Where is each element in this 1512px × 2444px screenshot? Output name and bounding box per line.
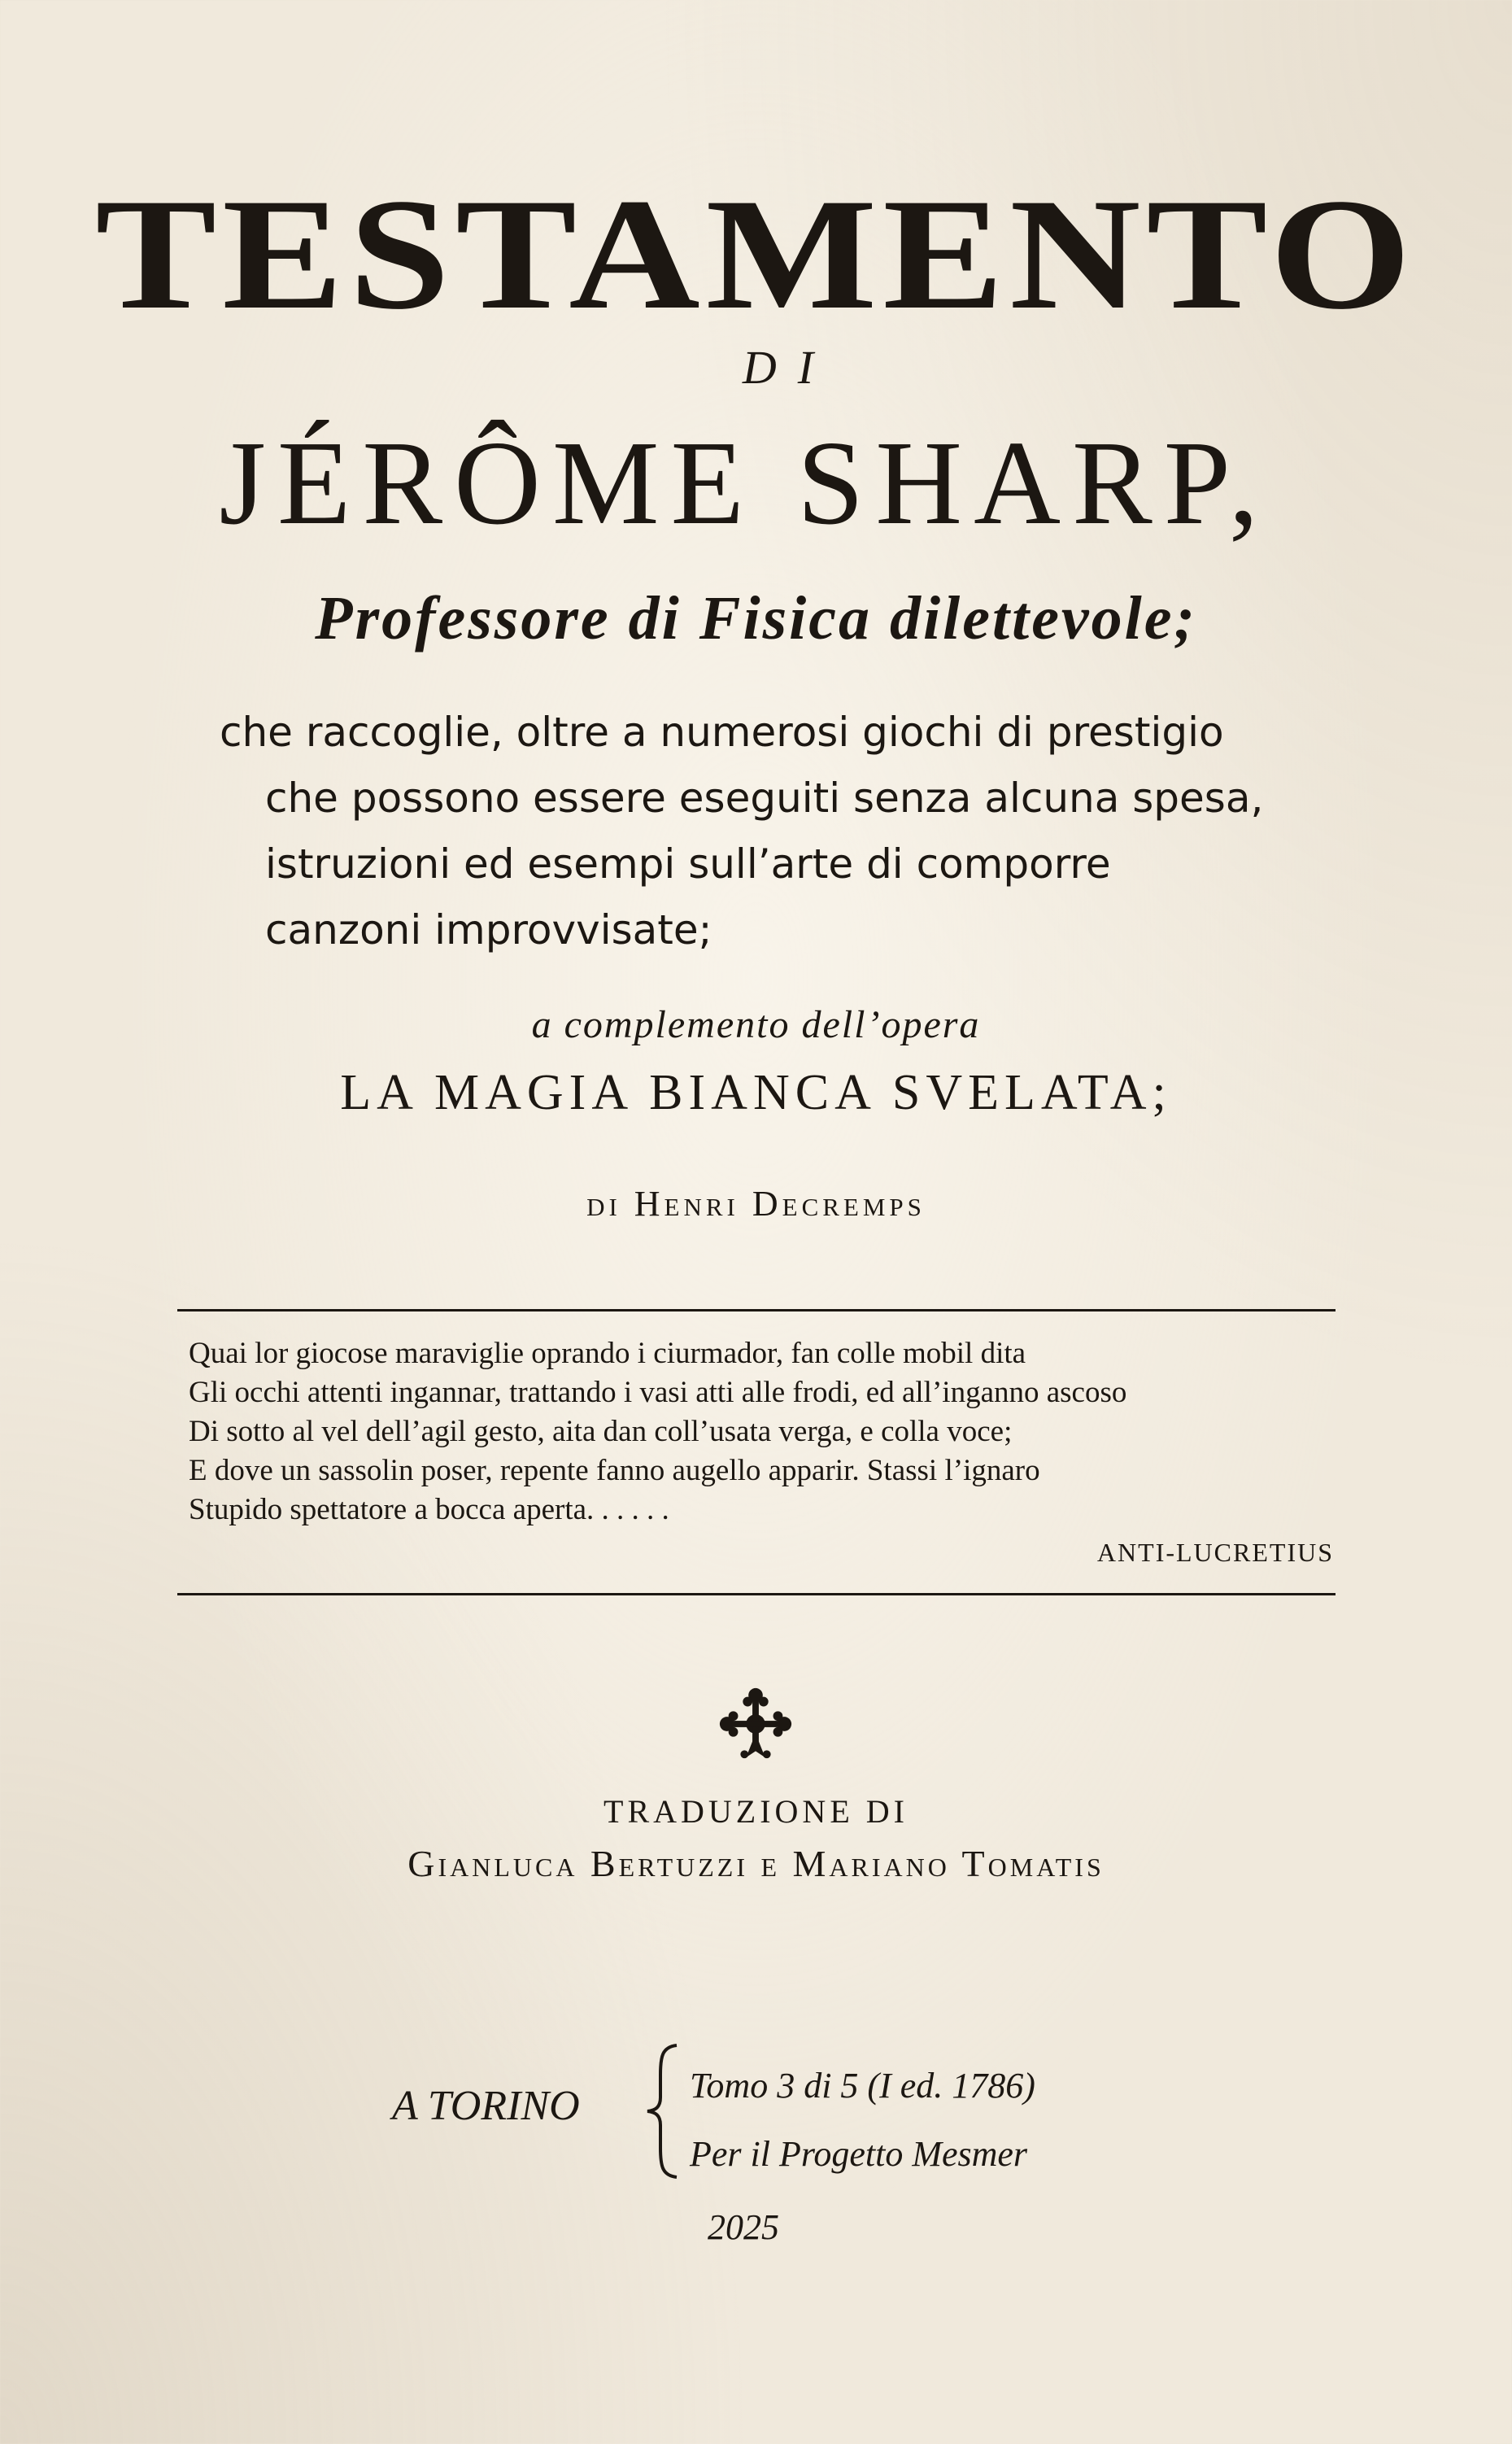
epigraph-attribution: ANTI-LUCRETIUS — [1096, 1538, 1334, 1567]
description-line-1: che raccoglie, oltre a numerosi giochi di prestigio — [220, 709, 1224, 756]
title-preposition: DI — [742, 341, 835, 394]
description-line-3: istruzioni ed esempi sull’arte di comporre — [265, 840, 1111, 888]
original-author: di Henri Decremps — [586, 1184, 926, 1224]
book-title: TESTAMENTO — [95, 166, 1417, 343]
author-name: JÉRÔME SHARP, — [219, 417, 1270, 550]
curly-brace-icon — [644, 2042, 685, 2180]
fleuron-icon — [716, 1684, 795, 1764]
imprint-project: Per il Progetto Mesmer — [690, 2134, 1028, 2174]
epigraph-line-5: Stupido spettatore a bocca aperta. . . . . . — [189, 1493, 669, 1526]
epigraph-line-1: Quai lor giocose maraviglie oprando i ciurmador, fan colle mobil dita — [189, 1337, 1026, 1370]
divider-rule-top — [177, 1309, 1336, 1311]
description-line-2: che possono essere eseguiti senza alcuna spesa, — [265, 775, 1264, 822]
complement-note: a complemento dell’opera — [531, 1003, 981, 1046]
translation-label: TRADUZIONE DI — [603, 1793, 909, 1830]
description-line-4: canzoni improvvisate; — [265, 906, 712, 954]
author-profession: Professore di Fisica dilettevole; — [315, 584, 1197, 652]
imprint-details — [690, 2052, 1035, 2189]
translators: Gianluca Bertuzzi e Mariano Tomatis — [407, 1843, 1105, 1884]
imprint-volume: Tomo 3 di 5 (I ed. 1786) — [690, 2066, 1035, 2106]
epigraph-line-3: Di sotto al vel dell’agil gesto, aita dan coll’usata verga, e colla voce; — [189, 1415, 1013, 1448]
book-description — [220, 700, 1342, 963]
work-title: LA MAGIA BIANCA SVELATA; — [340, 1065, 1172, 1120]
epigraph — [189, 1334, 1334, 1572]
imprint-city: A TORINO — [392, 2083, 580, 2129]
divider-rule-bottom — [177, 1593, 1336, 1595]
epigraph-line-2: Gli occhi attenti ingannar, trattando i vasi atti alle frodi, ed all’inganno ascoso — [189, 1376, 1127, 1409]
epigraph-line-4: E dove un sassolin poser, repente fanno augello apparir. Stassi l’ignaro — [189, 1454, 1040, 1487]
imprint-year: 2025 — [708, 2207, 779, 2247]
